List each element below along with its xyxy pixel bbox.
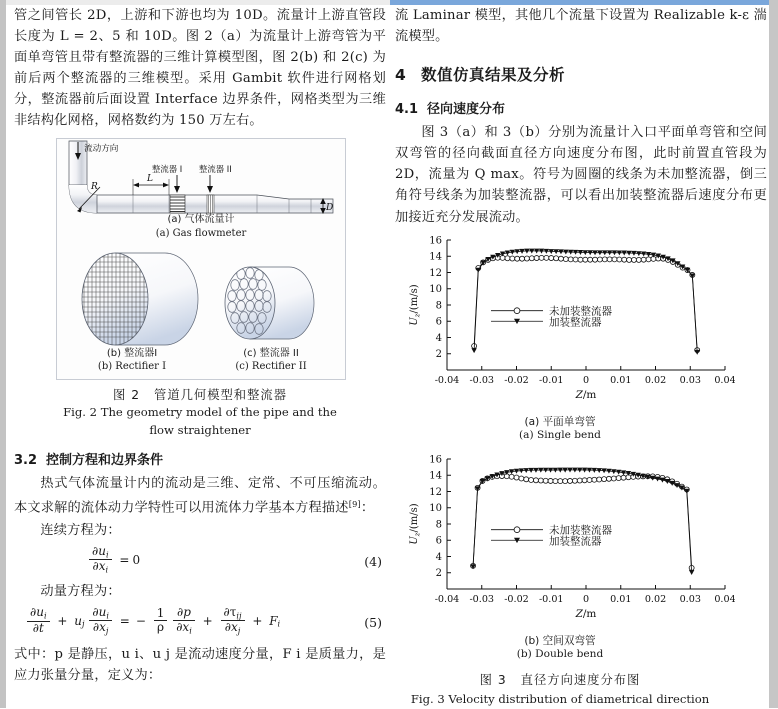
figure-2b-caption-cn: (b) 整流器I (106, 347, 158, 359)
figure-2c-caption-cn: (c) 整流器 II (243, 347, 299, 359)
figure-2a-caption-en: (a) Gas flowmeter (155, 227, 247, 239)
svg-text:加装整流器: 加装整流器 (549, 534, 602, 547)
svg-text:14: 14 (429, 470, 442, 482)
section-3-2-title: 控制方程和边界条件 (46, 453, 164, 469)
svg-text:未加装整流器: 未加装整流器 (549, 305, 612, 318)
equation-5-row (14, 606, 386, 642)
page-right-edge (769, 0, 778, 708)
figure-2a-caption-cn: (a) 气体流量计 (167, 213, 235, 225)
section-3-2-paragraph: 热式气体流量计内的流动是三维、定常、不可压缩流动。本文求解的流体动力学特性可以用流体力学基本方程描述[9]： (14, 476, 386, 516)
figure-2-caption-en-1: Fig. 2 The geometry model of the pipe and the (63, 405, 337, 420)
section-4-1-paragraph: 图 3（a）和 3（b）分别为流量计入口平面单弯管和空间双弯管的径向截面直径方向速度分布图，此时前置直管段为 2D，流量为 Q max。符号为圆圈的线条为未加整流器，倒三角符号线条为加装整流器，可以看出加装整流器后速度分布更加接近充分发展流动。 (395, 125, 767, 225)
svg-text:12: 12 (429, 486, 442, 498)
page-content (6, 5, 769, 708)
svg-text:8: 8 (435, 519, 442, 531)
figure-2c-caption-en: (c) Rectifier II (235, 360, 307, 372)
equation-5-number: (5) (364, 614, 382, 630)
equation-4-row (14, 545, 386, 579)
figure-2-caption (14, 387, 386, 440)
equation-variables-description: 式中：p 是静压，u i、u j 是流动速度分量，F i 是质量力，是应力张量分量，定义为： (14, 646, 386, 684)
svg-text:4: 4 (435, 551, 442, 563)
figure-3-caption-cn: 直径方向速度分布图 (520, 672, 641, 687)
section-3-2-number: 3.2 (14, 453, 38, 469)
svg-text:0.01: 0.01 (610, 374, 632, 386)
chart-b-caption-en: (b) Double bend (516, 648, 604, 661)
left-column (14, 5, 386, 686)
reference-marker-9: [9] (348, 499, 361, 510)
svg-text:0.01: 0.01 (610, 593, 632, 605)
svg-text:6: 6 (435, 316, 442, 328)
flow-direction-label: 流动方向 (84, 143, 119, 154)
chart-a-caption-en: (a) Single bend (519, 429, 601, 442)
svg-text:0.04: 0.04 (714, 374, 735, 386)
figure-2-caption-cn: 管道几何模型和整流器 (154, 387, 287, 402)
svg-text:-0.01: -0.01 (538, 593, 564, 605)
svg-text:Uz/(m/s): $U_z/(m/s)$ (409, 503, 422, 545)
rectifier-1-label: 整流器 I (152, 163, 183, 174)
svg-text:10: 10 (429, 502, 442, 514)
chart-a-caption (395, 416, 725, 443)
chart-a-plot (395, 232, 767, 416)
section-4-1-heading (395, 100, 767, 120)
svg-text:-0.04: -0.04 (434, 374, 460, 386)
section-4-title: 数值仿真结果及分析 (421, 66, 566, 85)
svg-text:-0.03: -0.03 (469, 593, 495, 605)
svg-text:Uz/(m/s): $U_z/(m/s)$ (409, 284, 422, 326)
svg-text:-0.03: -0.03 (469, 374, 495, 386)
svg-text:Z/m: Z/m (575, 607, 597, 620)
svg-text:0.02: 0.02 (644, 593, 667, 605)
right-paragraph-1: 流 Laminar 模型，其他几个流量下设置为 Realizable k-ε 湍流模型。 (395, 8, 767, 45)
continuity-equation-lead: 连续方程为： (40, 522, 121, 538)
svg-text:0: 0 (582, 374, 590, 386)
figure-3-caption-en: Fig. 3 Velocity distribution of diametrical direction (410, 692, 710, 707)
figure-2-caption-en-2: flow straightener (149, 422, 251, 437)
svg-text:Z/m: Z/m (575, 388, 597, 401)
rectifier-1-pointer (174, 175, 180, 193)
rectifier-2-model (225, 267, 314, 339)
chart-a-block (395, 232, 767, 443)
section-4-1-title: 径向速度分布 (427, 102, 506, 118)
momentum-equation-lead: 动量方程为： (40, 583, 121, 599)
figure-3-caption-number: 图 3 (479, 672, 507, 687)
figure-3-caption (395, 672, 725, 709)
rectifier-2-marker (207, 195, 214, 213)
svg-text:4: 4 (435, 332, 442, 344)
svg-text:-0.01: -0.01 (538, 374, 564, 386)
section-4-heading (395, 64, 767, 86)
chart-b-caption (395, 635, 725, 662)
svg-text:-0.02: -0.02 (504, 593, 529, 605)
chart-b-plot (395, 451, 767, 635)
svg-text:6: 6 (435, 535, 442, 547)
svg-text:2: 2 (435, 567, 442, 579)
equation-4-body: $\frac{\partial u_i}{\partial x_i}$ = 0 (88, 545, 140, 575)
svg-text:14: 14 (429, 251, 442, 263)
figure-2b-caption-en: (b) Rectifier I (97, 360, 167, 372)
figure-2-caption-number: 图 2 (112, 387, 141, 402)
svg-text:-0.04: -0.04 (434, 593, 460, 605)
svg-text:16: 16 (429, 454, 442, 466)
rectifier-1-marker (170, 195, 185, 213)
section-3-2-heading (14, 451, 386, 471)
svg-text:8: 8 (435, 300, 442, 312)
svg-text:16: 16 (429, 235, 442, 247)
radius-label: R (91, 181, 98, 192)
equation-4-number: (4) (364, 553, 382, 569)
svg-text:未加装整流器: 未加装整流器 (549, 524, 612, 537)
figure-2-panel-a (57, 139, 345, 247)
svg-text:0.04: 0.04 (714, 593, 735, 605)
svg-text:0.03: 0.03 (679, 374, 701, 386)
svg-text:0.03: 0.03 (679, 593, 701, 605)
svg-text:10: 10 (429, 283, 442, 295)
svg-text:2: 2 (435, 348, 442, 360)
length-label: L (147, 173, 153, 184)
svg-text:0: 0 (582, 593, 590, 605)
figure-2-image (56, 138, 346, 380)
rectifier-2-pointer (207, 175, 213, 193)
svg-text:-0.02: -0.02 (504, 374, 529, 386)
svg-text:加装整流器: 加装整流器 (549, 315, 602, 328)
rectifier-1-model (81, 253, 198, 345)
left-paragraph-1: 管之间管长 2D，上游和下游也均为 10D。流量计上游直管段长度为 L = 2、5 和 10D。图 2（a）为流量计上游弯管为平面单弯管且带有整流器的三维计算模型图，图 2(b) 和 2(c) 为前后两个整流器的三维模型。采用 Gambit 软件进行网格划分，整流器前后面设置 Interface 边界条件，网格类型为三维非结构化网格，网格数约为 150 万左右。 (14, 8, 386, 129)
svg-text:12: 12 (429, 267, 442, 279)
diameter-label: D (326, 202, 334, 213)
equation-5-body: $\frac{\partial u_i}{\partial t}$ + $u_j$ $\frac{\partial u_i}{\partial x_j}$ = − $\frac{1}{\rho}$ $\frac{\partial p}{\partial x_i}$ + $\frac{\partial\tau_{ij}}{\partial x_j}$ + $F_i$ (26, 606, 280, 636)
svg-text:0.02: 0.02 (644, 374, 667, 386)
figure-2-panel-bc (57, 247, 345, 380)
chart-a-caption-cn: (a) 平面单弯管 (524, 415, 596, 428)
right-column (395, 5, 767, 709)
section-4-number: 4 (395, 66, 407, 85)
section-4-1-number: 4.1 (395, 102, 419, 118)
rectifier-2-label: 整流器 II (199, 163, 232, 174)
chart-b-caption-cn: (b) 空间双弯管 (524, 634, 596, 647)
chart-b-block (395, 451, 767, 662)
